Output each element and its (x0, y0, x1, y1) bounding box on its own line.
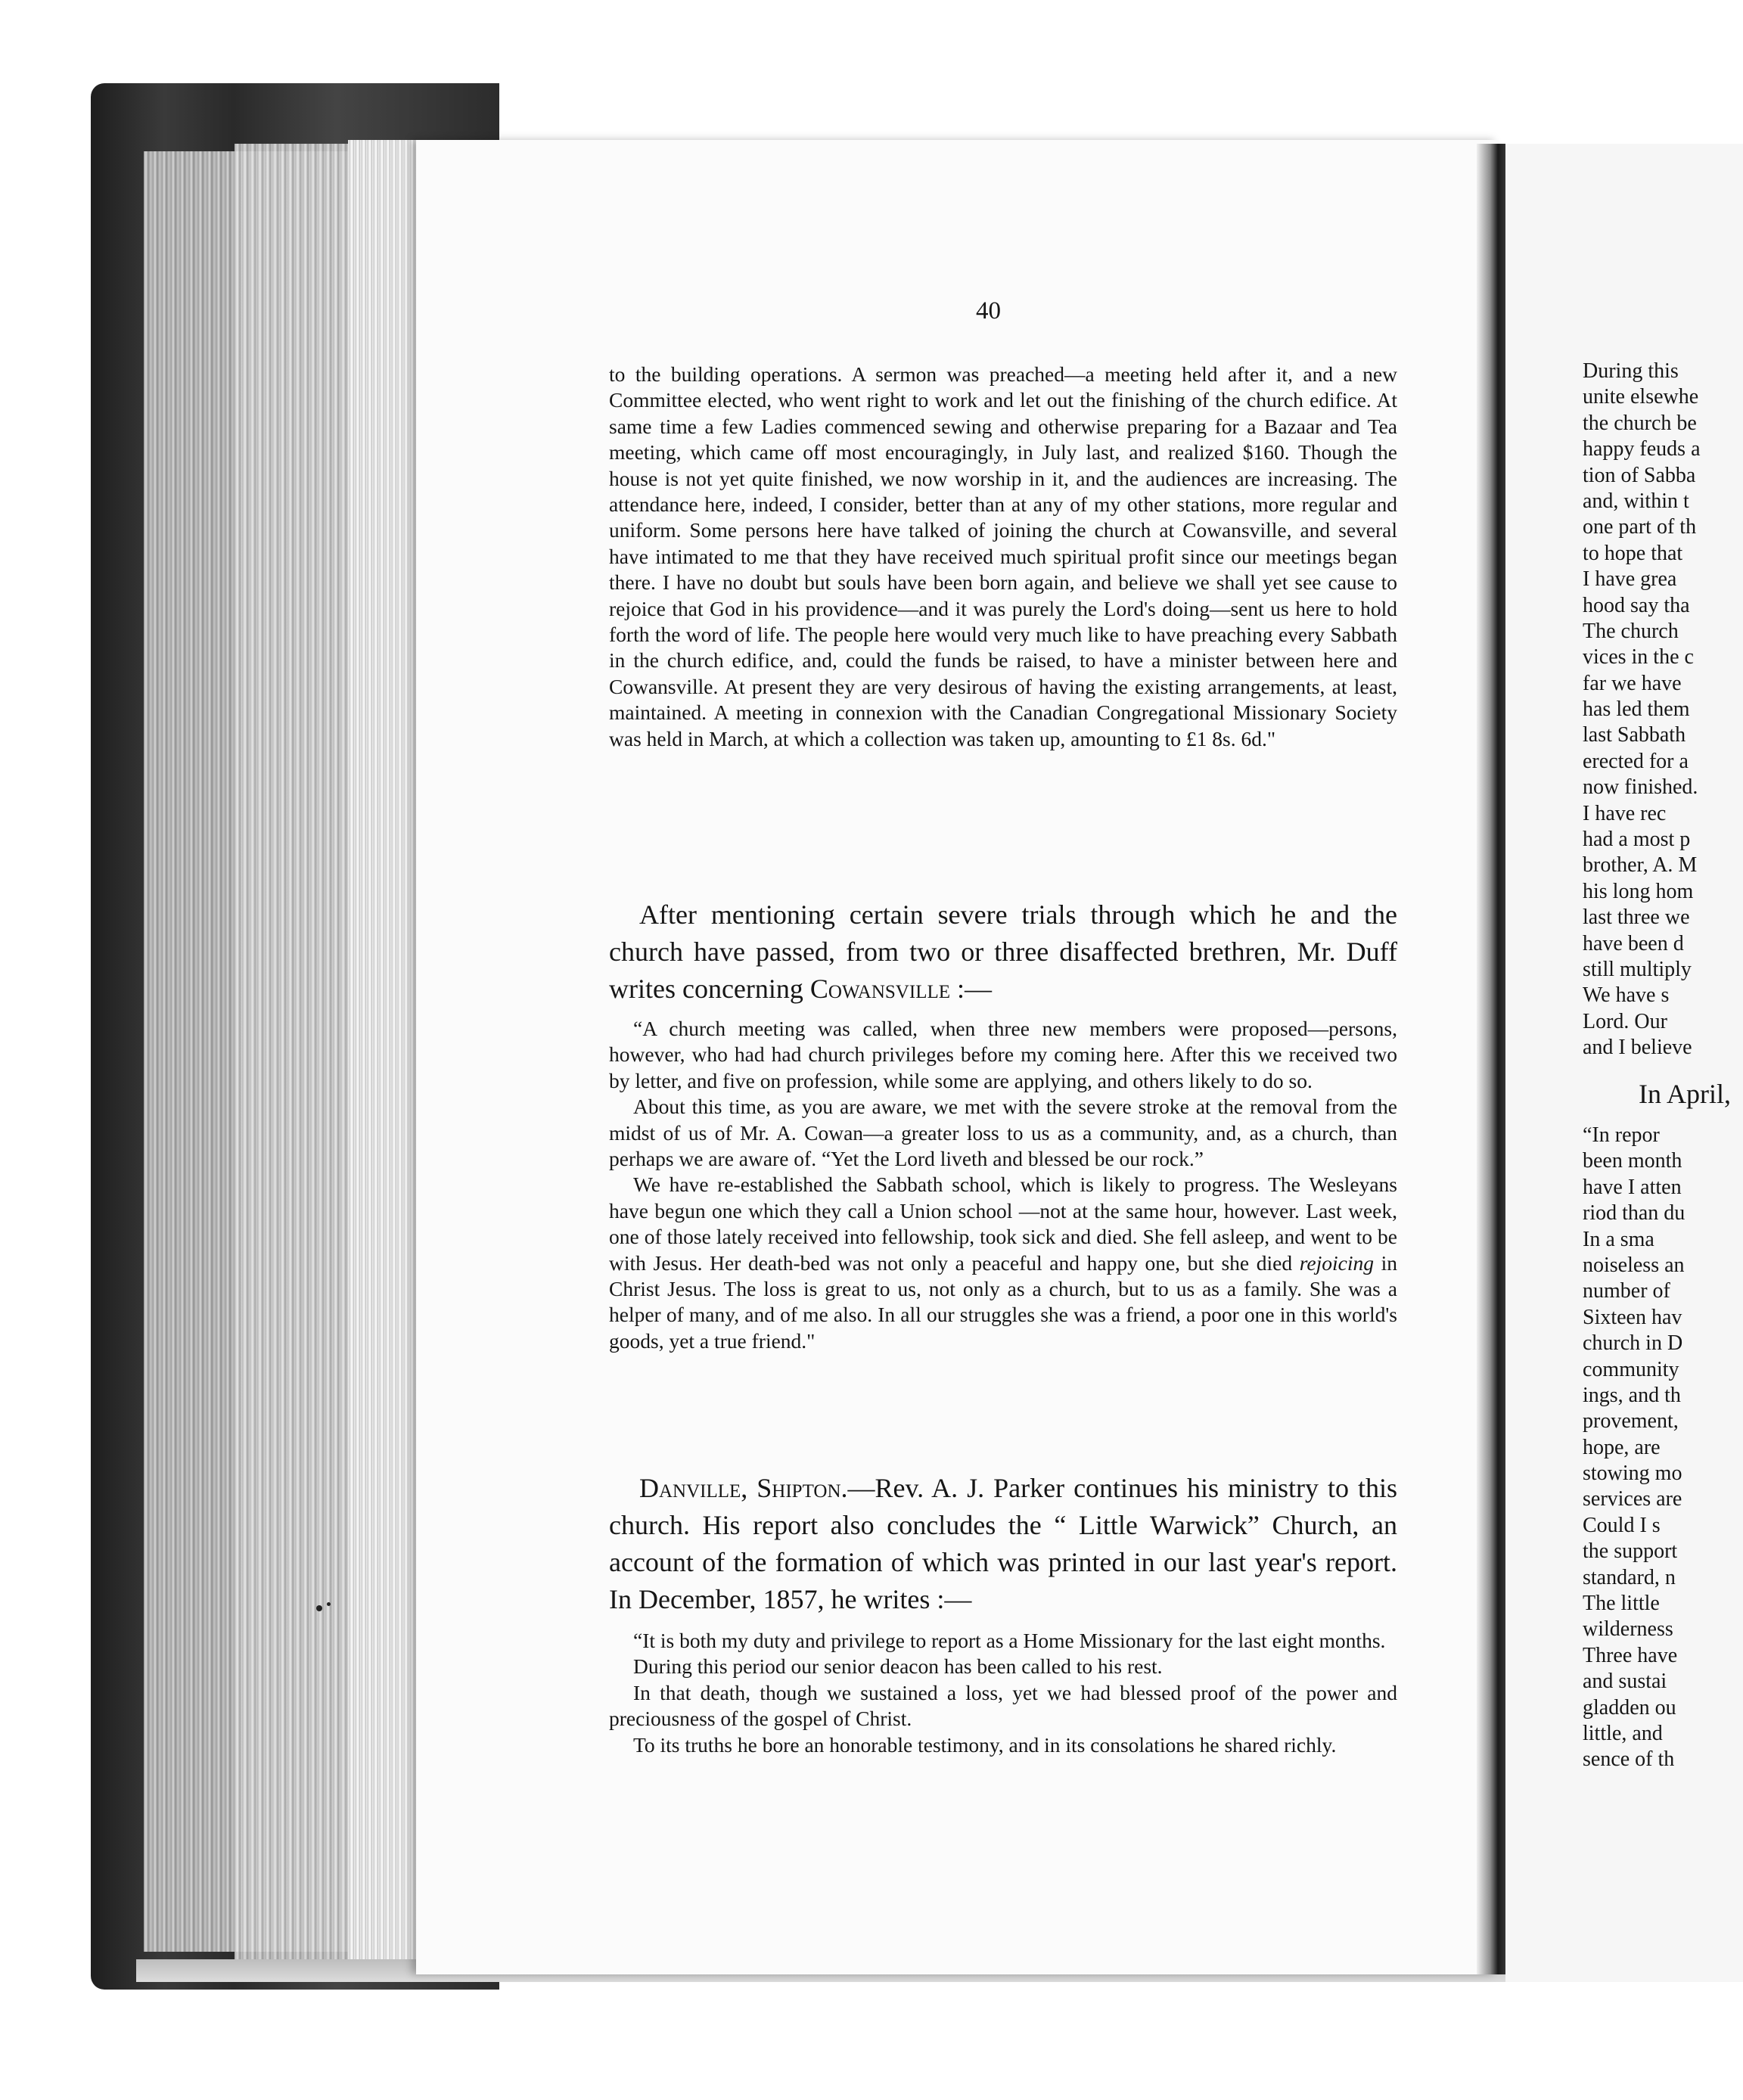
facing-page-line: We have s (1583, 983, 1670, 1008)
place-name-danville: Danville, Shipton. (639, 1473, 848, 1503)
facing-page-line: The little (1583, 1592, 1660, 1616)
facing-page-line: gladden ou (1583, 1695, 1676, 1719)
paragraph-that-death: In that death, though we sustained a loss, yet we had blessed proof of the power and preciousness of the gospel of Christ. (609, 1680, 1397, 1731)
paragraph-danville (609, 1470, 1397, 1618)
paragraph-church-meeting: “A church meeting was called, when three new members were proposed—persons, however, who had had church privileges before my coming here. After this we received two by letter, and five on profession, while some are applying, and others likely to do so. (609, 1017, 1397, 1092)
facing-page-line: the church be (1583, 411, 1697, 435)
facing-page-line: has led them (1583, 697, 1690, 722)
facing-page-line: During this (1583, 359, 1679, 383)
facing-page-line: ings, and th (1583, 1383, 1681, 1407)
facing-page-line: and I believe (1583, 1036, 1692, 1060)
facing-page-line: In a sma (1583, 1227, 1654, 1251)
page-number: 40 (976, 297, 1001, 325)
facing-page-line: stowing mo (1583, 1462, 1682, 1486)
facing-page-line: Three have (1583, 1643, 1678, 1667)
quote-block-cowansville (609, 1016, 1397, 1354)
paragraph-duty-privilege: “It is both my duty and privilege to report as a Home Missionary for the last eight months. (633, 1629, 1386, 1652)
facing-page-column-b (1583, 1123, 1743, 1773)
facing-page-line: I have rec (1583, 801, 1667, 825)
facing-page-line: riod than du (1583, 1201, 1686, 1226)
facing-page-line: to hope that (1583, 541, 1683, 565)
facing-page-line: have I atten (1583, 1175, 1682, 1199)
facing-page-line: brother, A. M (1583, 853, 1698, 878)
facing-page-line: and sustai (1583, 1670, 1667, 1694)
facing-page-line: last Sabbath (1583, 723, 1686, 747)
facing-page-line: happy feuds a (1583, 437, 1701, 461)
paragraph-its-truths: To its truths he bore an honorable testimony, and in its consolations he shared richly. (633, 1732, 1337, 1757)
facing-page-line: and, within t (1583, 489, 1689, 513)
facing-page-line: wilderness (1583, 1617, 1673, 1642)
facing-page-line: last three we (1583, 906, 1690, 930)
facing-page-line: The church (1583, 619, 1679, 643)
ink-speck (327, 1602, 331, 1606)
quote-block-parker (609, 1628, 1397, 1758)
facing-page-line: had a most p (1583, 828, 1691, 852)
facing-page-line: hope, are (1583, 1435, 1661, 1459)
emphasis-rejoicing: rejoicing (1299, 1250, 1374, 1275)
intro-colon: :— (950, 974, 993, 1004)
facing-page-line: “In repor (1583, 1123, 1660, 1147)
book-gutter (1477, 144, 1507, 1974)
facing-page-line: little, and (1583, 1721, 1663, 1745)
paragraph-cowan-loss: About this time, as you are aware, we met with the severe stroke at the removal from the midst of us of Mr. A. Cowan—a greater loss to us as a community, and, as a church, than perhaps we are aware of. “Yet the Lord liveth and blessed be our rock.” (609, 1095, 1397, 1171)
facing-page-line: unite elsewhe (1583, 385, 1699, 409)
facing-page-line: Lord. Our (1583, 1009, 1667, 1033)
facing-page-line: the support (1583, 1539, 1678, 1564)
facing-page-line: noiseless an (1583, 1253, 1685, 1277)
paragraph-sabbath-school (609, 1172, 1397, 1354)
place-name-cowansville: Cowansville (809, 974, 951, 1004)
facing-page-line: been month (1583, 1149, 1682, 1173)
paragraph-senior-deacon: During this period our senior deacon has been called to his rest. (633, 1654, 1163, 1679)
facing-page-heading: In April, (1639, 1079, 1731, 1109)
facing-page-line: vices in the c (1583, 645, 1694, 669)
facing-page-line: community (1583, 1357, 1679, 1381)
facing-page-line: services are (1583, 1487, 1682, 1511)
facing-page-line: his long hom (1583, 879, 1694, 903)
ink-speck (316, 1605, 322, 1611)
page-edges-fore (348, 140, 424, 1963)
facing-page-column-a (1583, 359, 1743, 1061)
facing-page-line: I have grea (1583, 567, 1677, 592)
facing-page-line: sence of th (1583, 1747, 1675, 1772)
facing-page-line: number of (1583, 1279, 1670, 1303)
quote-block-1 (609, 362, 1397, 752)
paragraph-intro-cowansville (609, 896, 1397, 1008)
facing-page-line: standard, n (1583, 1565, 1676, 1589)
facing-page-line: provement, (1583, 1409, 1679, 1434)
facing-page-line: Could I s (1583, 1513, 1661, 1537)
text-christ-jesus: in Christ Jesus. The loss is great to us, not only as a church, but to us as a family. She was a helper of many, and of me also. In all our struggles she was a friend, a poor one in this world's goods, yet a true friend." (609, 1250, 1398, 1353)
facing-page-line: erected for a (1583, 749, 1689, 773)
facing-page-line: church in D (1583, 1331, 1683, 1356)
facing-page-line: still multiply (1583, 957, 1692, 981)
text-sabbath-school: We have re-established the Sabbath school, which is likely to progress. The Wesleyans have begun one which they call a Union school —not at the same hour, however. Last week, one of those lately received into fellowship, took sick and died. She fell asleep, and went to be with Jesus. Her death-bed was not only a peaceful and happy one, but she died (609, 1173, 1397, 1275)
facing-page-line: have been d (1583, 931, 1684, 955)
facing-page-line: far we have (1583, 671, 1682, 695)
intro-danville (609, 1470, 1397, 1618)
facing-page-line: hood say tha (1583, 593, 1690, 617)
danville-text: —Rev. A. J. Parker continues his ministry to this church. His report also concludes the “ Little Warwick” Church, an account of the formation of which was printed in our last year's report. In December, 1857, he writes :— (609, 1473, 1397, 1614)
intro-cowansville (609, 896, 1397, 1008)
paragraph-building-operations: to the building operations. A sermon was preached—a meeting held after it, and a new Committee elected, who went right to work and let out the finishing of the church edifice. At same time a few Ladies commenced sewing and otherwise preparing for a Bazaar and Tea meeting, which came off most encouragingly, in July last, and realized $160. Though the house is not yet quite finished, we now worship in it, and the audiences are increasing. The attendance here, indeed, I consider, better than at any of my other stations, more regular and uniform. Some persons here have talked of joining the church at Cowansville, and several have intimated to me that they have received much spiritual profit since our meetings began there. I have no doubt but souls have been born again, and believe we shall yet see cause to rejoice that God in his providence—and it was purely the Lord's doing—sent us here to hold forth the word of life. The people here would very much like to have preaching every Sabbath in the church edifice, and, could the funds be raised, to have a minister between here and Cowansville. At present they are very desirous of having the existing arrangements, at least, maintained. A meeting in connexion with the Canadian Congregational Missionary Society was held in March, at which a collection was taken up, amounting to £1 8s. 6d." (609, 362, 1397, 750)
facing-page-line: one part of th (1583, 515, 1697, 539)
facing-page-line: tion of Sabba (1583, 463, 1696, 487)
facing-page-line: now finished. (1583, 775, 1698, 800)
facing-page-line: Sixteen hav (1583, 1305, 1682, 1329)
intro-text: After mentioning certain severe trials through which he and the church have passed, from two or three disaffected brethren, Mr. Duff writes concerning (609, 899, 1397, 1004)
